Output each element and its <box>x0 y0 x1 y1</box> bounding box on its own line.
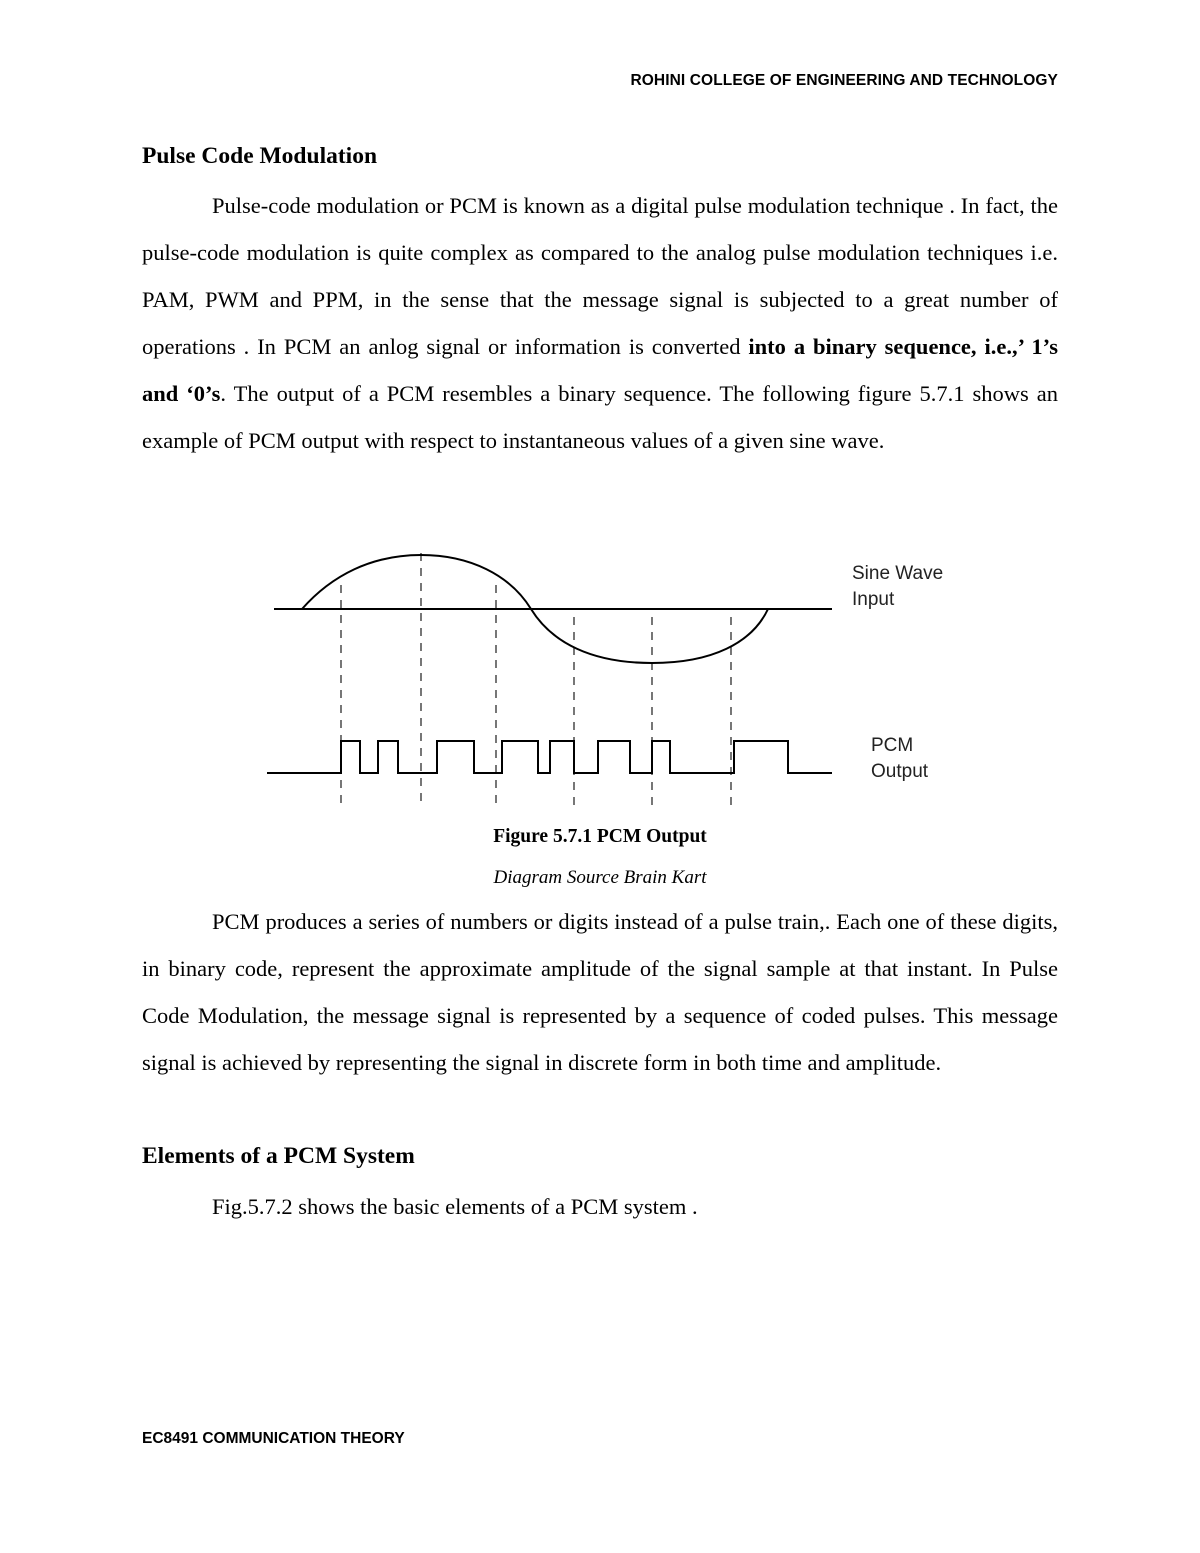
pcm-pulse-train <box>267 741 832 773</box>
figure-caption: Figure 5.7.1 PCM Output <box>493 826 707 847</box>
page-footer: EC8491 COMMUNICATION THEORY <box>142 1430 405 1447</box>
intro-paragraph <box>142 182 1058 464</box>
pcm-output-label-line2: Output <box>871 761 929 782</box>
sine-input-label-line1: Sine Wave <box>852 563 944 584</box>
pcm-description-paragraph: PCM produces a series of numbers or digits instead of a pulse train,. Each one of these digits, in binary code, represent the approximate amplitude of the signal sample at that instant. In Pulse Code Modulation, the message signal is represented by a sequence of coded pulses. This message signal is achieved by representing the signal in discrete form in both time and amplitude. <box>142 909 1058 1075</box>
elements-paragraph: Fig.5.7.2 shows the basic elements of a PCM system . <box>212 1194 698 1219</box>
section-heading-pcm: Pulse Code Modulation <box>142 143 378 169</box>
sine-input-label-line2: Input <box>852 589 895 610</box>
pcm-output-label-line1: PCM <box>871 735 914 756</box>
figure-source: Diagram Source Brain Kart <box>493 867 707 888</box>
intro-text-part2: . The output of a PCM resembles a binary sequence. The following figure 5.7.1 shows an example of PCM output with respect to instantaneous values of a given sine wave. <box>142 381 1058 453</box>
page-header: ROHINI COLLEGE OF ENGINEERING AND TECHNOLOGY <box>630 72 1058 89</box>
sample-guide-lines <box>341 553 731 805</box>
section-heading-elements: Elements of a PCM System <box>142 1143 415 1169</box>
intro-text-bold: into a binary sequence, i.e.,’ 1’s and ‘0’s <box>142 334 1058 406</box>
pcm-output-diagram <box>262 545 962 815</box>
intro-text-part1: Pulse-code modulation or PCM is known as a digital pulse modulation technique . In fact, the pulse-code modulation is quite complex as compared to the analog pulse modulation techniques i.e. PAM, PWM and PPM, in the sense that the message signal is subjected to a great number of operations . In PCM an anlog signal or information is converted <box>142 193 1058 359</box>
